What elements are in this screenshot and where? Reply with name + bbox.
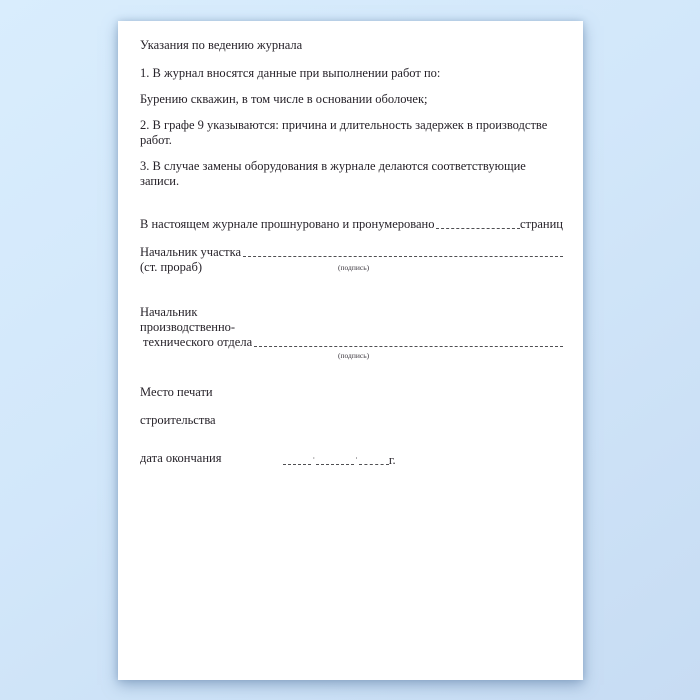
end-date-label: дата окончания <box>140 450 222 465</box>
pages-count-prefix: В настоящем журнале прошнуровано и пронумеровано <box>140 217 435 231</box>
end-date-separator: · <box>312 453 316 463</box>
dept-head-label-line1: Начальник <box>140 305 198 319</box>
end-date-month-blank <box>316 464 354 465</box>
paragraph-3: 2. В графе 9 указываются: причина и длительность задержек в производстве работ. <box>140 118 548 147</box>
paragraph-4: 3. В случае замены оборудования в журнале делаются соответствующие записи. <box>140 159 526 188</box>
stamp-place-line2: строительства <box>140 412 216 427</box>
document-page <box>118 21 583 680</box>
pages-count-line <box>140 217 563 232</box>
dept-head-label-line2: производственно- <box>140 320 236 334</box>
document-title: Указания по ведению журнала <box>140 38 303 52</box>
end-date-year-suffix: г. <box>388 452 396 467</box>
site-manager-line <box>140 245 563 260</box>
end-date-day-blank <box>283 464 311 465</box>
site-manager-label: Начальник участка <box>140 245 242 259</box>
stamp-place-line1: Место печати <box>140 385 213 399</box>
site-manager-role: (ст. прораб) <box>140 260 202 274</box>
site-manager-signature-caption: (подпись) <box>338 263 370 272</box>
dept-head-line <box>140 335 563 350</box>
dept-head-signature-blank <box>254 335 563 347</box>
end-date-block <box>140 451 563 468</box>
dept-head-signature-caption: (подпись) <box>338 351 370 360</box>
end-date-blank <box>283 451 395 468</box>
site-manager-signature-block <box>140 245 563 275</box>
pages-count-blank <box>436 217 519 229</box>
end-date-separator: · <box>355 453 358 463</box>
pages-count-suffix: страниц <box>519 217 563 231</box>
paragraph-1: 1. В журнал вносятся данные при выполнении работ по: <box>140 66 441 80</box>
end-date-year-blank <box>359 464 389 465</box>
paragraph-2: Бурению скважин, в том числе в основании оболочек; <box>140 92 428 106</box>
dept-head-signature-block <box>140 305 563 360</box>
stamp-place-block <box>140 385 563 428</box>
site-manager-signature-blank <box>243 245 563 257</box>
site-manager-subline <box>140 260 563 275</box>
dept-head-label-line3: технического отдела <box>143 335 253 349</box>
